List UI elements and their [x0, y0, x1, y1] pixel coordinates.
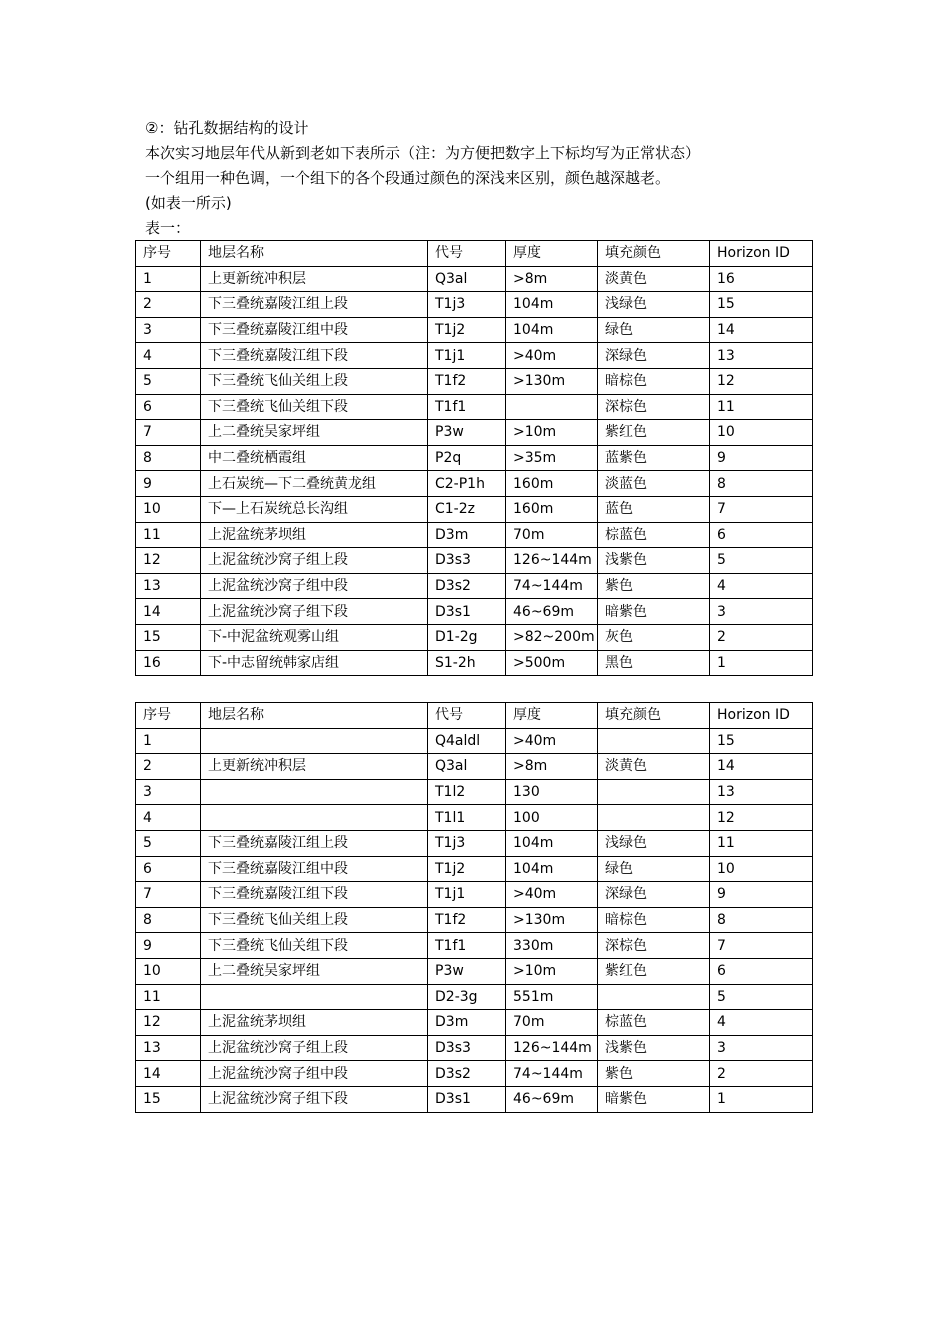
column-header: 厚度	[506, 703, 598, 729]
cell-stratum-name: 上泥盆统茅坝组	[201, 1010, 428, 1036]
table-row	[136, 573, 813, 599]
cell-horizon-id: 10	[710, 420, 813, 446]
cell-code: T1j3	[428, 830, 506, 856]
cell-code: Q3al	[428, 266, 506, 292]
cell-horizon-id: 5	[710, 548, 813, 574]
table-row	[136, 1061, 813, 1087]
column-header: 填充颜色	[598, 241, 710, 267]
strata-table-1	[135, 240, 813, 676]
cell-horizon-id: 1	[710, 1086, 813, 1112]
table-row	[136, 445, 813, 471]
cell-index: 6	[136, 394, 201, 420]
table-row	[136, 548, 813, 574]
cell-horizon-id: 14	[710, 317, 813, 343]
cell-index: 4	[136, 343, 201, 369]
cell-stratum-name: 上二叠统吴家坪组	[201, 958, 428, 984]
cell-code: T1l2	[428, 779, 506, 805]
cell-thickness: >500m	[506, 650, 598, 676]
cell-stratum-name: 上泥盆统茅坝组	[201, 522, 428, 548]
cell-index: 13	[136, 573, 201, 599]
cell-horizon-id: 13	[710, 779, 813, 805]
cell-horizon-id: 11	[710, 394, 813, 420]
cell-thickness: >10m	[506, 420, 598, 446]
table-row	[136, 266, 813, 292]
cell-stratum-name: 下三叠统嘉陵江组上段	[201, 292, 428, 318]
cell-horizon-id: 8	[710, 471, 813, 497]
cell-thickness: >40m	[506, 343, 598, 369]
table-row	[136, 1035, 813, 1061]
cell-horizon-id: 8	[710, 907, 813, 933]
table-row	[136, 882, 813, 908]
cell-thickness: 46~69m	[506, 599, 598, 625]
cell-fill-color: 深绿色	[598, 343, 710, 369]
cell-thickness: 126~144m	[506, 548, 598, 574]
cell-fill-color: 深棕色	[598, 394, 710, 420]
cell-thickness: 130	[506, 779, 598, 805]
intro-paragraph: (如表一所示)	[145, 194, 232, 212]
table-row	[136, 728, 813, 754]
cell-index: 7	[136, 420, 201, 446]
cell-code: T1j2	[428, 856, 506, 882]
cell-fill-color: 暗紫色	[598, 1086, 710, 1112]
cell-stratum-name: 下三叠统嘉陵江组下段	[201, 882, 428, 908]
cell-stratum-name: 上泥盆统沙窝子组上段	[201, 1035, 428, 1061]
cell-code: T1j1	[428, 343, 506, 369]
cell-thickness: 551m	[506, 984, 598, 1010]
cell-stratum-name: 中二叠统栖霞组	[201, 445, 428, 471]
cell-code: C1-2z	[428, 496, 506, 522]
cell-fill-color: 淡黄色	[598, 266, 710, 292]
column-header: 填充颜色	[598, 703, 710, 729]
column-header: 厚度	[506, 241, 598, 267]
cell-thickness: 330m	[506, 933, 598, 959]
column-header: Horizon ID	[710, 703, 813, 729]
cell-code: D3s2	[428, 573, 506, 599]
cell-horizon-id: 13	[710, 343, 813, 369]
cell-code: T1j3	[428, 292, 506, 318]
cell-thickness: 104m	[506, 292, 598, 318]
cell-stratum-name: 下三叠统飞仙关组下段	[201, 933, 428, 959]
table-row	[136, 933, 813, 959]
cell-horizon-id: 2	[710, 1061, 813, 1087]
cell-index: 4	[136, 805, 201, 831]
cell-fill-color	[598, 984, 710, 1010]
table-row	[136, 856, 813, 882]
table-row	[136, 779, 813, 805]
cell-fill-color	[598, 779, 710, 805]
cell-fill-color: 蓝紫色	[598, 445, 710, 471]
section-heading: ②：钻孔数据结构的设计	[145, 119, 309, 137]
cell-code: D2-3g	[428, 984, 506, 1010]
cell-fill-color: 紫色	[598, 573, 710, 599]
cell-stratum-name: 上石炭统—下二叠统黄龙组	[201, 471, 428, 497]
cell-fill-color: 暗紫色	[598, 599, 710, 625]
cell-stratum-name: 下-中志留统韩家店组	[201, 650, 428, 676]
cell-index: 8	[136, 445, 201, 471]
cell-index: 11	[136, 984, 201, 1010]
cell-index: 7	[136, 882, 201, 908]
cell-thickness: >82~200m	[506, 624, 598, 650]
cell-code: Q3al	[428, 754, 506, 780]
cell-horizon-id: 1	[710, 650, 813, 676]
cell-code: P2q	[428, 445, 506, 471]
cell-index: 10	[136, 958, 201, 984]
table-row	[136, 522, 813, 548]
cell-thickness: >35m	[506, 445, 598, 471]
cell-stratum-name: 下-中泥盆统观雾山组	[201, 624, 428, 650]
cell-index: 14	[136, 1061, 201, 1087]
table-row	[136, 907, 813, 933]
table-row	[136, 1010, 813, 1036]
cell-index: 9	[136, 471, 201, 497]
cell-stratum-name: 上泥盆统沙窝子组上段	[201, 548, 428, 574]
cell-thickness: 160m	[506, 471, 598, 497]
cell-horizon-id: 2	[710, 624, 813, 650]
cell-code: P3w	[428, 958, 506, 984]
cell-code: D3s3	[428, 548, 506, 574]
intro-paragraph: 本次实习地层年代从新到老如下表所示（注：为方便把数字上下标均写为正常状态）	[145, 144, 701, 162]
cell-thickness: 70m	[506, 522, 598, 548]
cell-fill-color: 紫色	[598, 1061, 710, 1087]
table-row	[136, 754, 813, 780]
cell-thickness: 104m	[506, 317, 598, 343]
cell-thickness	[506, 394, 598, 420]
cell-fill-color: 暗棕色	[598, 907, 710, 933]
table-row	[136, 368, 813, 394]
cell-thickness: >8m	[506, 266, 598, 292]
cell-index: 8	[136, 907, 201, 933]
cell-index: 12	[136, 548, 201, 574]
cell-index: 15	[136, 624, 201, 650]
cell-fill-color: 紫红色	[598, 958, 710, 984]
table-row	[136, 830, 813, 856]
cell-stratum-name: 上泥盆统沙窝子组中段	[201, 573, 428, 599]
cell-stratum-name: 下三叠统嘉陵江组上段	[201, 830, 428, 856]
cell-horizon-id: 4	[710, 573, 813, 599]
cell-stratum-name	[201, 805, 428, 831]
cell-stratum-name: 下三叠统飞仙关组上段	[201, 368, 428, 394]
cell-fill-color	[598, 728, 710, 754]
cell-thickness: >40m	[506, 728, 598, 754]
cell-horizon-id: 14	[710, 754, 813, 780]
cell-fill-color: 蓝色	[598, 496, 710, 522]
cell-index: 5	[136, 830, 201, 856]
column-header: 序号	[136, 703, 201, 729]
cell-index: 10	[136, 496, 201, 522]
cell-horizon-id: 7	[710, 933, 813, 959]
cell-fill-color: 淡蓝色	[598, 471, 710, 497]
cell-index: 9	[136, 933, 201, 959]
cell-fill-color: 浅绿色	[598, 292, 710, 318]
cell-thickness: >40m	[506, 882, 598, 908]
table-row	[136, 394, 813, 420]
cell-index: 3	[136, 317, 201, 343]
cell-fill-color: 黑色	[598, 650, 710, 676]
cell-horizon-id: 3	[710, 599, 813, 625]
table-row	[136, 471, 813, 497]
strata-table-2	[135, 702, 813, 1113]
cell-code: D3s1	[428, 599, 506, 625]
table-row	[136, 292, 813, 318]
cell-horizon-id: 9	[710, 882, 813, 908]
cell-stratum-name: 上更新统冲积层	[201, 266, 428, 292]
cell-thickness: 100	[506, 805, 598, 831]
cell-stratum-name: 上二叠统吴家坪组	[201, 420, 428, 446]
table-row	[136, 958, 813, 984]
cell-code: D3s3	[428, 1035, 506, 1061]
column-header: 地层名称	[201, 241, 428, 267]
column-header: 序号	[136, 241, 201, 267]
cell-fill-color: 深绿色	[598, 882, 710, 908]
cell-stratum-name: 上泥盆统沙窝子组下段	[201, 1086, 428, 1112]
cell-index: 2	[136, 292, 201, 318]
cell-code: T1f1	[428, 933, 506, 959]
cell-index: 5	[136, 368, 201, 394]
column-header: Horizon ID	[710, 241, 813, 267]
cell-thickness: 74~144m	[506, 1061, 598, 1087]
cell-fill-color: 浅紫色	[598, 1035, 710, 1061]
cell-code: T1f2	[428, 907, 506, 933]
cell-index: 2	[136, 754, 201, 780]
cell-fill-color: 绿色	[598, 856, 710, 882]
cell-horizon-id: 15	[710, 292, 813, 318]
cell-stratum-name: 下三叠统嘉陵江组中段	[201, 317, 428, 343]
table-row	[136, 650, 813, 676]
table-row	[136, 805, 813, 831]
cell-code: D3m	[428, 522, 506, 548]
intro-paragraph: 一个组用一种色调，一个组下的各个段通过颜色的深浅来区别，颜色越深越老。	[145, 169, 671, 187]
cell-fill-color: 浅绿色	[598, 830, 710, 856]
table-row	[136, 624, 813, 650]
cell-code: T1f1	[428, 394, 506, 420]
cell-stratum-name	[201, 984, 428, 1010]
cell-thickness: >8m	[506, 754, 598, 780]
table-row	[136, 317, 813, 343]
cell-fill-color: 浅紫色	[598, 548, 710, 574]
cell-horizon-id: 6	[710, 958, 813, 984]
table-row	[136, 420, 813, 446]
cell-fill-color: 棕蓝色	[598, 1010, 710, 1036]
table-caption: 表一：	[145, 219, 191, 237]
cell-index: 1	[136, 728, 201, 754]
cell-stratum-name: 下三叠统飞仙关组下段	[201, 394, 428, 420]
cell-thickness: 46~69m	[506, 1086, 598, 1112]
cell-stratum-name: 上泥盆统沙窝子组下段	[201, 599, 428, 625]
cell-code: D3s1	[428, 1086, 506, 1112]
cell-index: 14	[136, 599, 201, 625]
cell-horizon-id: 12	[710, 368, 813, 394]
cell-code: T1j1	[428, 882, 506, 908]
cell-thickness: >130m	[506, 907, 598, 933]
cell-fill-color: 暗棕色	[598, 368, 710, 394]
cell-horizon-id: 5	[710, 984, 813, 1010]
cell-stratum-name	[201, 728, 428, 754]
cell-horizon-id: 11	[710, 830, 813, 856]
table-row	[136, 984, 813, 1010]
cell-horizon-id: 7	[710, 496, 813, 522]
table-header-row	[136, 241, 813, 267]
column-header: 代号	[428, 703, 506, 729]
cell-horizon-id: 6	[710, 522, 813, 548]
cell-thickness: 70m	[506, 1010, 598, 1036]
column-header: 代号	[428, 241, 506, 267]
cell-horizon-id: 16	[710, 266, 813, 292]
cell-index: 13	[136, 1035, 201, 1061]
cell-fill-color	[598, 805, 710, 831]
table-row	[136, 1086, 813, 1112]
cell-index: 1	[136, 266, 201, 292]
cell-horizon-id: 10	[710, 856, 813, 882]
cell-index: 6	[136, 856, 201, 882]
cell-horizon-id: 3	[710, 1035, 813, 1061]
cell-fill-color: 深棕色	[598, 933, 710, 959]
table-row	[136, 343, 813, 369]
cell-stratum-name	[201, 779, 428, 805]
cell-code: P3w	[428, 420, 506, 446]
cell-fill-color: 绿色	[598, 317, 710, 343]
table-row	[136, 599, 813, 625]
cell-thickness: 104m	[506, 856, 598, 882]
cell-code: T1j2	[428, 317, 506, 343]
cell-thickness: 104m	[506, 830, 598, 856]
cell-fill-color: 紫红色	[598, 420, 710, 446]
table-header-row	[136, 703, 813, 729]
cell-horizon-id: 15	[710, 728, 813, 754]
cell-stratum-name: 上更新统冲积层	[201, 754, 428, 780]
cell-stratum-name: 上泥盆统沙窝子组中段	[201, 1061, 428, 1087]
intro-text	[145, 116, 825, 241]
cell-stratum-name: 下三叠统嘉陵江组下段	[201, 343, 428, 369]
cell-code: S1-2h	[428, 650, 506, 676]
cell-thickness: >10m	[506, 958, 598, 984]
cell-fill-color: 灰色	[598, 624, 710, 650]
cell-thickness: 74~144m	[506, 573, 598, 599]
cell-stratum-name: 下三叠统飞仙关组上段	[201, 907, 428, 933]
cell-code: T1l1	[428, 805, 506, 831]
cell-code: Q4aldl	[428, 728, 506, 754]
cell-horizon-id: 9	[710, 445, 813, 471]
cell-index: 3	[136, 779, 201, 805]
cell-code: C2-P1h	[428, 471, 506, 497]
cell-index: 15	[136, 1086, 201, 1112]
cell-thickness: >130m	[506, 368, 598, 394]
cell-index: 11	[136, 522, 201, 548]
cell-horizon-id: 4	[710, 1010, 813, 1036]
cell-code: T1f2	[428, 368, 506, 394]
cell-thickness: 126~144m	[506, 1035, 598, 1061]
cell-index: 12	[136, 1010, 201, 1036]
cell-horizon-id: 12	[710, 805, 813, 831]
cell-stratum-name: 下三叠统嘉陵江组中段	[201, 856, 428, 882]
cell-thickness: 160m	[506, 496, 598, 522]
table-row	[136, 496, 813, 522]
cell-code: D3m	[428, 1010, 506, 1036]
cell-index: 16	[136, 650, 201, 676]
cell-code: D1-2g	[428, 624, 506, 650]
column-header: 地层名称	[201, 703, 428, 729]
cell-stratum-name: 下—上石炭统总长沟组	[201, 496, 428, 522]
cell-fill-color: 淡黄色	[598, 754, 710, 780]
cell-code: D3s2	[428, 1061, 506, 1087]
cell-fill-color: 棕蓝色	[598, 522, 710, 548]
